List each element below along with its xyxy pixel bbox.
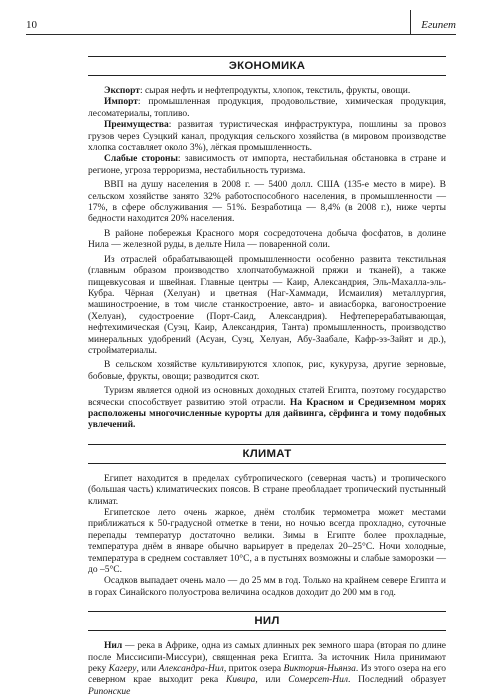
export-text: : сырая нефть и нефтепродукты, хлопок, текстиль, фрукты, овощи.	[139, 86, 411, 96]
strengths-paragraph	[88, 120, 446, 154]
section-heading-climate: КЛИМАТ	[88, 444, 446, 464]
industry-paragraph: Из отраслей обрабатывающей промышленности особенно развита текстильная (главным образом производство хлопчатобумажной пряжи и тканей), а также пищевкусовая и швейная. Главные центры — Каир, Александрия, Эль-Махалла-эль-Кубра. Чёрная (Хелуан) и цветная (Наг-Хаммади, Исмаилия) металлургия, машиностроение, в том числе станкостроение, авто- и авиасборка, вагоностроение (Хелуан), судостроение (Порт-Саид, Александрия). Нефтеперерабатывающая, нефтехимическая (Суэц, Каир, Александрия, Танта) промышленность, производство минеральных удобрений (Асуан, Суэц, Хелуан, Абу-Заабале, Кафр-эз-Зайят и др.), стройматериалы.	[88, 254, 446, 356]
page-number: 10	[26, 19, 37, 31]
climate-paragraph-1: Египет находится в пределах субтропического (северная часть) и тропического (большая часть) климатических поясов. В стране преобладает тропический пустынный климат.	[88, 473, 446, 507]
strengths-label: Преимущества	[104, 120, 169, 131]
section-heading-nile: НИЛ	[88, 611, 446, 631]
running-title: Египет	[421, 19, 456, 31]
import-paragraph	[88, 97, 446, 120]
export-label: Экспорт	[104, 86, 140, 96]
nile-italic-3: Виктория-Ньянза	[283, 664, 356, 675]
mining-paragraph: В районе побережья Красного моря сосредоточена добыча фосфатов, в долине Нила — железной руды, в дельте Нила — поваренной соли.	[88, 228, 446, 251]
nile-term: Нил	[104, 641, 123, 652]
agriculture-paragraph: В сельском хозяйстве культивируются хлопок, рис, кукуруза, другие зерновые, бобовые, фрукты, овощи; разводится скот.	[88, 360, 446, 382]
weaknesses-text: : зависимость от импорта, нестабильная обстановка в стране и регионе, угроза терроризма, нестабильность туризма.	[88, 154, 446, 176]
nile-text-5: , или	[255, 675, 289, 686]
section-heading-economy: ЭКОНОМИКА	[88, 56, 446, 76]
gdp-paragraph: ВВП на душу населения в 2008 г. — 5400 долл. США (135-е место в мире). В сельском хозяйстве занято 32% работоспособного населения, в промышленности — 17%, в сфере обслуживания — 51%. Безработица — 8,4% (в 2008 г.), ниже черты бедности находится 20% населения.	[88, 180, 446, 225]
climate-paragraph-2: Египетское лето очень жаркое, днём столбик термометра может местами приближаться к 50-градусной отметке в тени, но ночью всегда прохладно, суточные перепады температур достаточно велики. Зимы в Египте более прохладные, температура днём в январе обычно варьирует в пределах 20–25°С. Ночи холодные, температура в среднем составляет 10°С, а в пустынях возможны и слабые заморозки — до –5°С.	[88, 508, 446, 576]
nile-text-6: . Последний образует	[348, 675, 446, 686]
nile-italic-2: Александра-Нил	[158, 664, 224, 675]
climate-body	[88, 474, 446, 599]
export-paragraph	[88, 86, 446, 97]
running-title-box	[410, 10, 456, 34]
nile-text-3: , приток озера	[223, 664, 284, 675]
strengths-text: : развитая туристическая инфраструктура, пошлины за провоз грузов через Суэцкий канал, продукция сельского хозяйства (в мировом производстве хлопка составляет около 3%), лёгкая промышленность.	[88, 120, 446, 154]
weaknesses-paragraph	[88, 154, 446, 177]
tourism-text: Туризм является одной из основных доходных статей Египта, поэтому государство всячески способствует развитию этой отрасли.	[88, 386, 446, 408]
climate-paragraph-3: Осадков выпадает очень мало — до 25 мм в год. Только на крайнем севере Египта и в горах Синайского полуострова величина осадков доходит до 200 мм в год.	[88, 576, 446, 598]
weaknesses-label: Слабые стороны	[104, 154, 178, 165]
import-text: : промышленная продукция, продовольствие, химическая продукция, лесоматериалы, топливо.	[88, 97, 446, 119]
nile-text-2: , или	[136, 664, 159, 675]
tourism-paragraph	[88, 386, 446, 432]
page-header	[26, 10, 456, 35]
import-label: Импорт	[104, 97, 138, 108]
nile-italic-6: Рипонские	[88, 686, 131, 697]
nile-italic-1: Кагеру	[108, 664, 137, 675]
nile-italic-4: Кивира	[225, 675, 256, 686]
nile-text-4: . Из этого озера на его северном крае выходит река	[88, 664, 446, 686]
nile-text-1: — река в Африке, одна из самых длинных рек земного шара (вторая по длине после Миссисипи-Миссури), священная река Египта. За источник Нила принимают реку	[88, 641, 446, 675]
page-content	[88, 40, 446, 698]
nile-italic-5: Сомерсет-Нил	[288, 675, 348, 686]
tourism-bold-text: На Красном и Средиземном морях расположены многочисленные курорты для дайвинга, сёрфинга и тому подобных увлечений.	[88, 397, 447, 431]
economy-summary	[88, 86, 446, 177]
